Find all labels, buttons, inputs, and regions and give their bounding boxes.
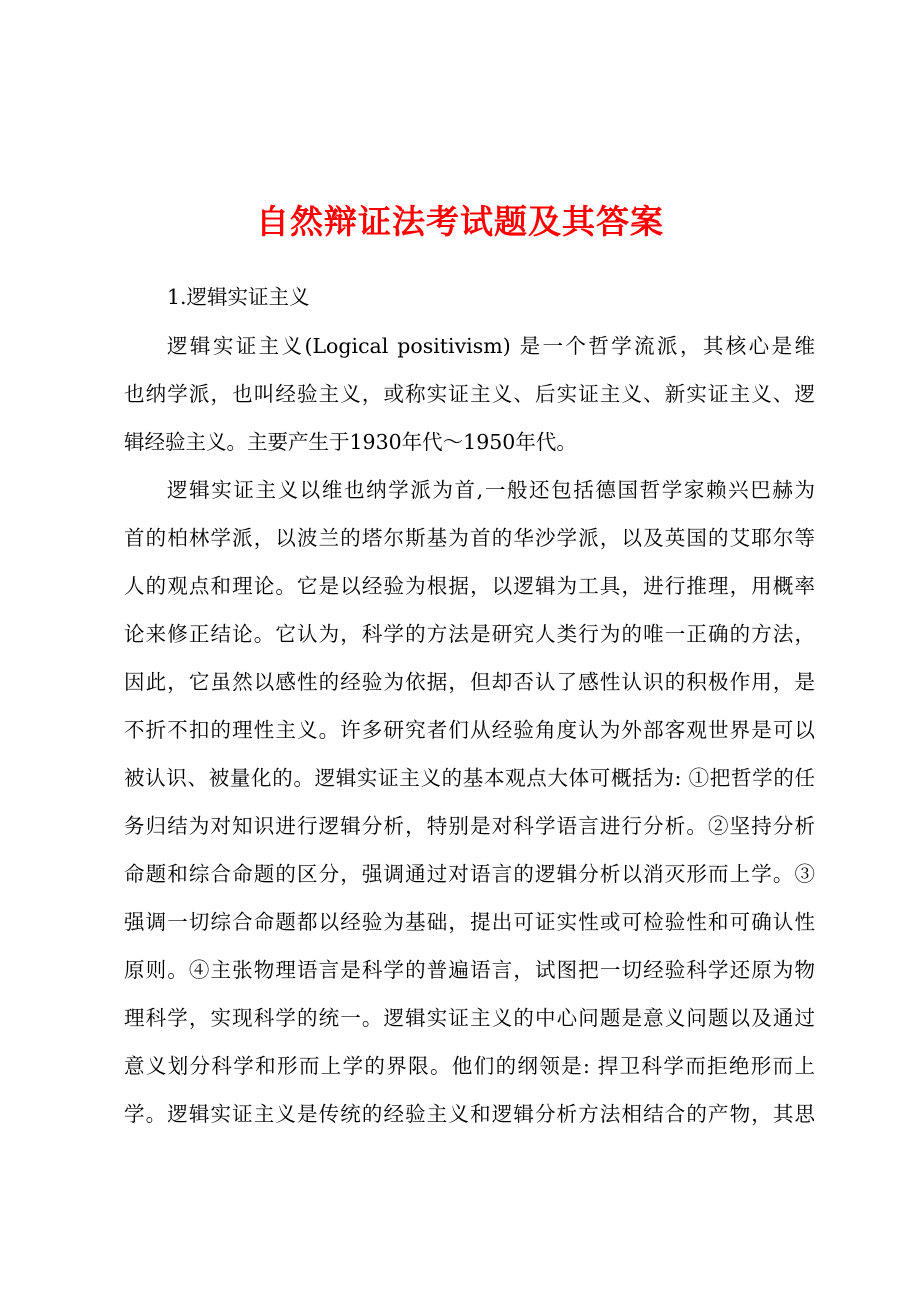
text-line: 不折不扣的理性主义。许多研究者们从经验角度认为外部客观世界是可以	[124, 718, 815, 742]
text-line: 也纳学派，也叫经验主义，或称实证主义、后实证主义、新实证主义、逻	[124, 382, 815, 406]
text-line: 人的观点和理论。它是以经验为根据，以逻辑为工具，进行推理，用概率	[124, 574, 815, 598]
section-heading: 1.逻辑实证主义	[167, 285, 310, 309]
text-line: 逻辑实证主义(Logical positivism) 是一个哲学流派，其核心是维	[167, 334, 815, 358]
text-line: 论来修正结论。它认为，科学的方法是研究人类行为的唯一正确的方法，	[124, 622, 815, 646]
text-line: 因此，它虽然以感性的经验为依据，但却否认了感性认识的积极作用，是	[124, 670, 815, 694]
text-line: 务归结为对知识进行逻辑分析，特别是对科学语言进行分析。②坚持分析	[124, 814, 815, 838]
text-line: 逻辑实证主义以维也纳学派为首,一般还包括德国哲学家赖兴巴赫为	[167, 478, 815, 502]
text-line: 被认识、被量化的。逻辑实证主义的基本观点大体可概括为: ①把哲学的任	[124, 766, 815, 790]
document-title: 自然辩证法考试题及其答案	[256, 202, 664, 241]
text-line: 意义划分科学和形而上学的界限。他们的纲领是: 捍卫科学而拒绝形而上	[124, 1054, 815, 1078]
text-line: 原则。④主张物理语言是科学的普遍语言，试图把一切经验科学还原为物	[124, 958, 815, 982]
text-line: 辑经验主义。主要产生于1930年代～1950年代。	[124, 430, 577, 454]
text-line: 理科学，实现科学的统一。逻辑实证主义的中心问题是意义问题以及通过	[124, 1006, 815, 1030]
text-line: 强调一切综合命题都以经验为基础，提出可证实性或可检验性和可确认性	[124, 910, 815, 934]
text-line: 命题和综合命题的区分，强调通过对语言的逻辑分析以消灭形而上学。③	[124, 862, 815, 886]
text-line: 首的柏林学派，以波兰的塔尔斯基为首的华沙学派，以及英国的艾耶尔等	[124, 526, 815, 550]
text-line: 学。逻辑实证主义是传统的经验主义和逻辑分析方法相结合的产物，其思	[124, 1102, 815, 1126]
